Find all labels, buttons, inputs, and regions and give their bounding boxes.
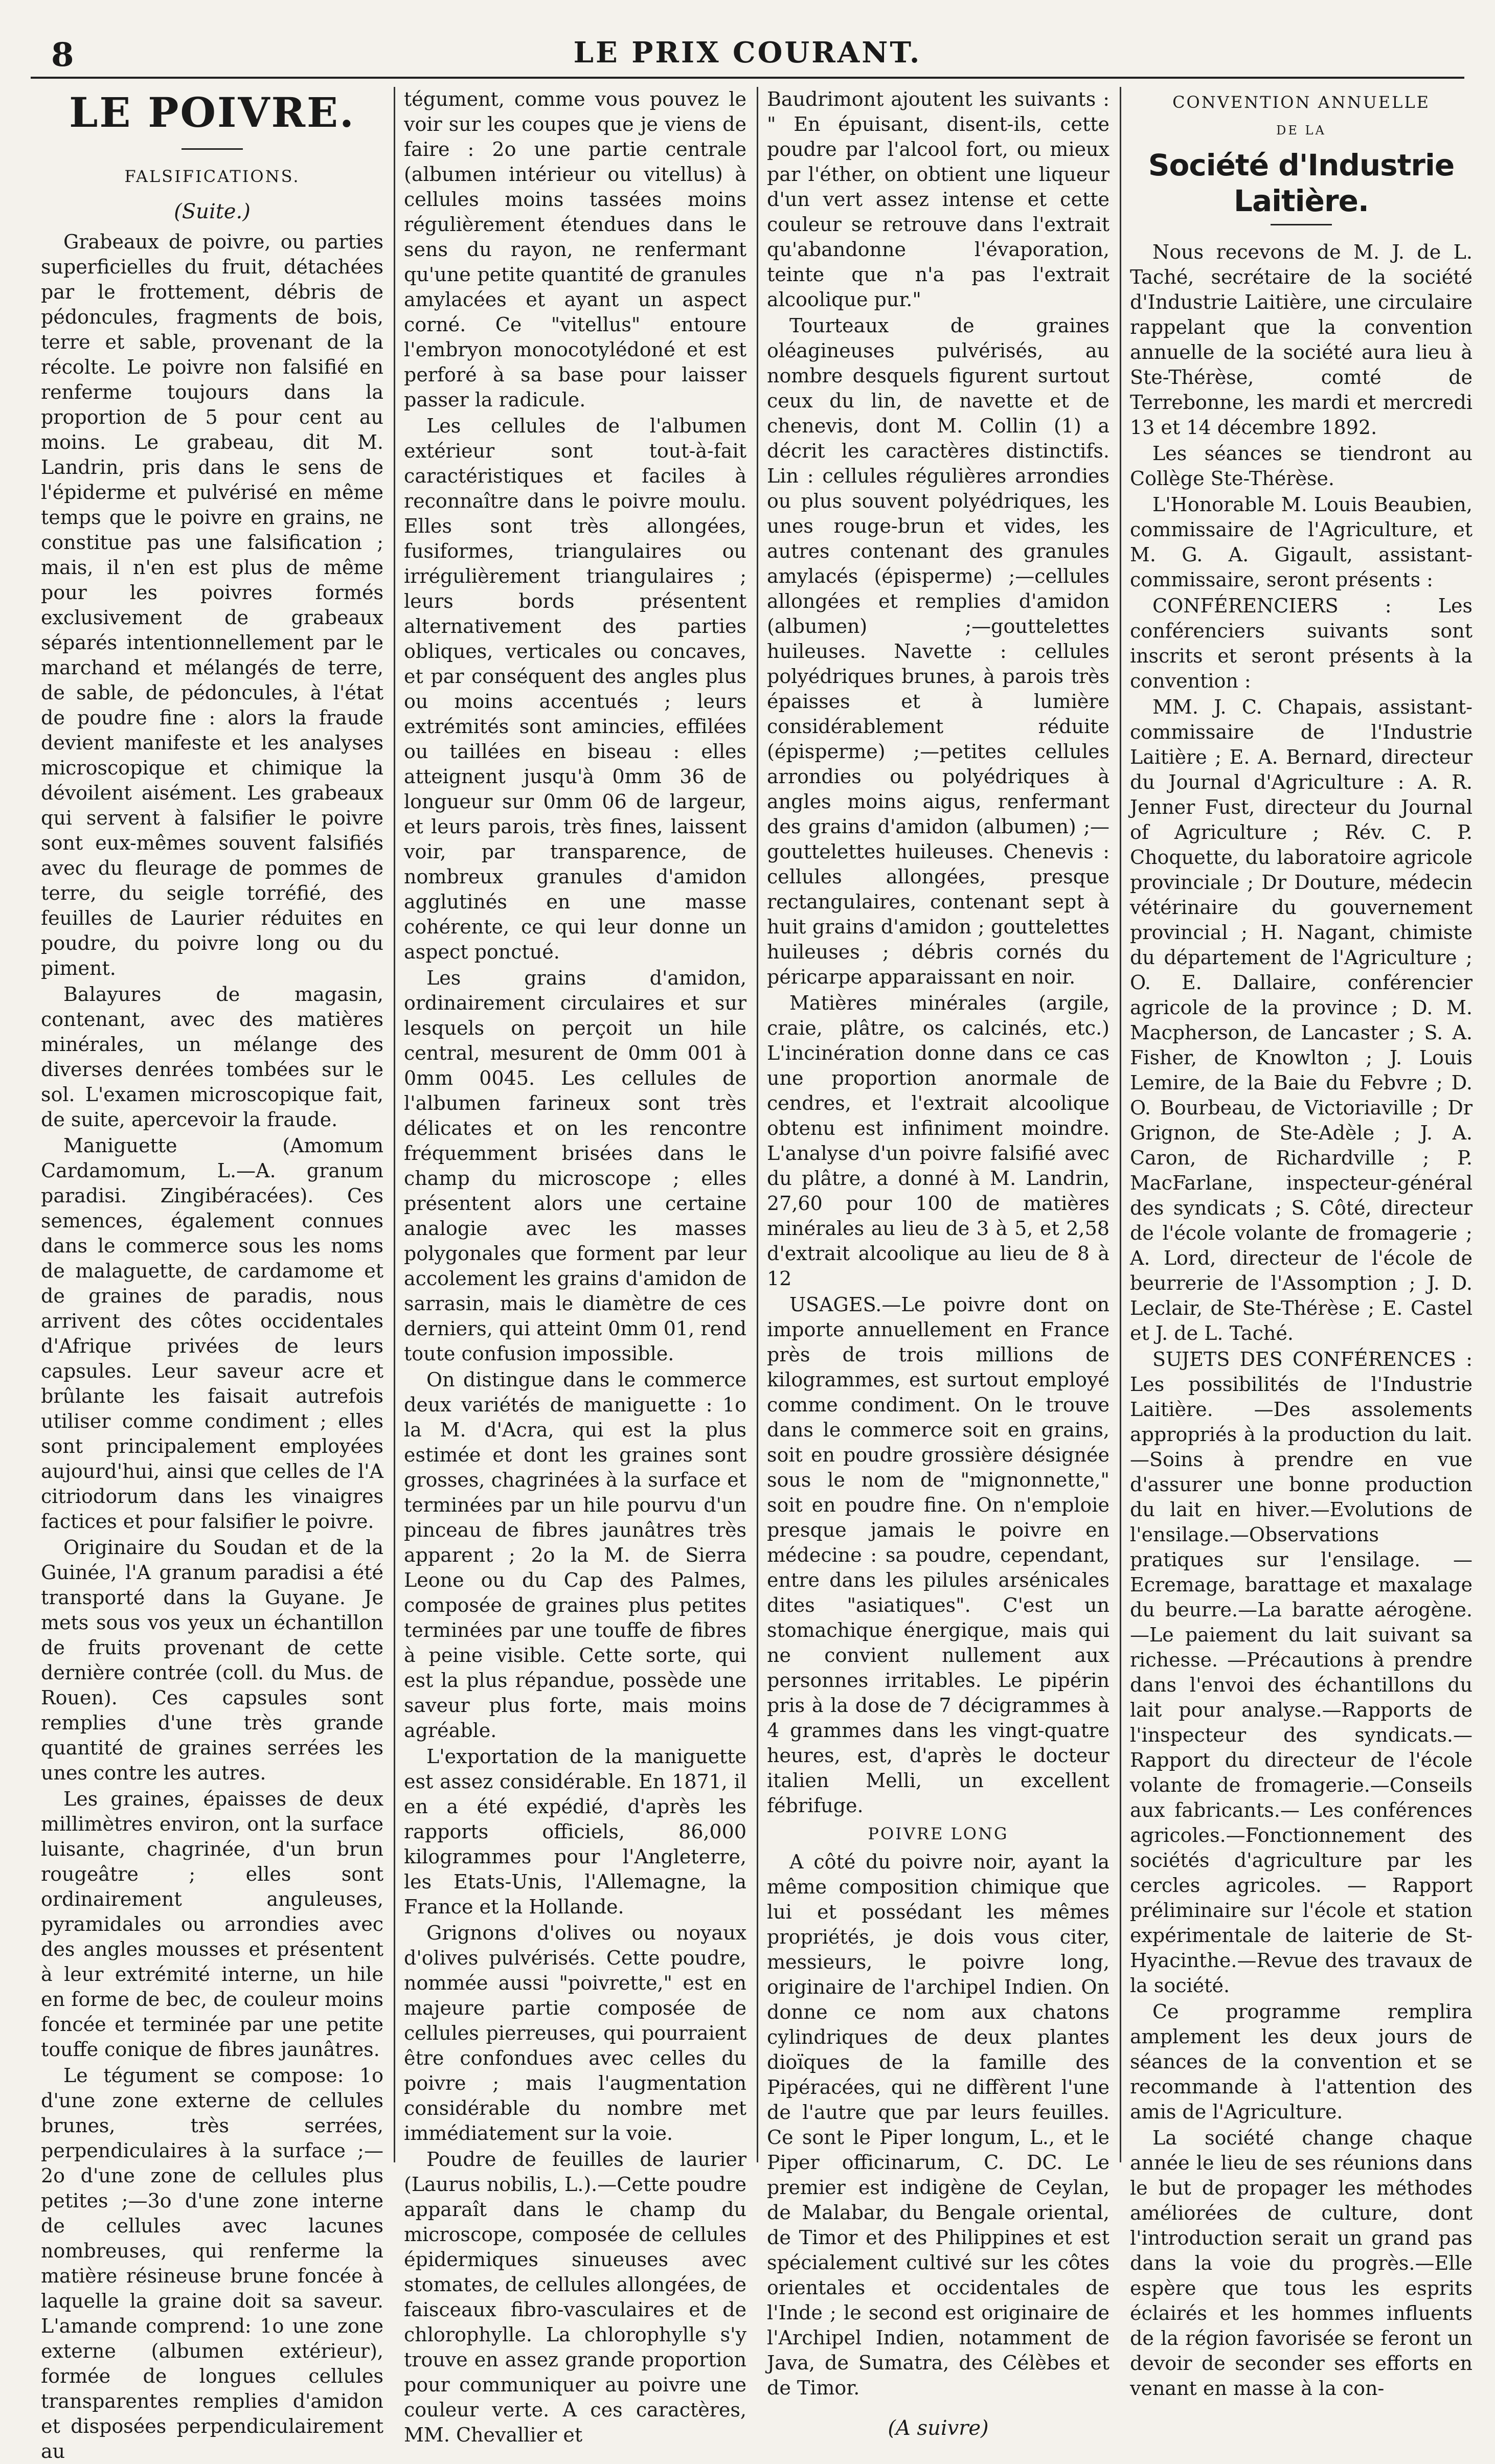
page-header	[31, 31, 1464, 72]
column-divider	[1120, 87, 1121, 2162]
column-2	[404, 87, 746, 2446]
paragraph: Grignons d'olives ou noyaux d'olives pulvérisés. Cette poudre, nommée aussi "poivrette," est en majeure partie composée de cellules pierreuses, qui pourraient être confondues avec celles du poivre ; mais l'augmentation considérable du nombre met immédiatement sur la voie.	[404, 1922, 746, 2144]
paragraph: Le tégument se compose: 1o d'une zone externe de cellules brunes, très serrées, perpendiculaires à la surface ;—2o d'une zone de cellules plus petites ;—3o d'une zone interne de cellules avec lacunes nombreuses, qui renferme la matière résineuse brune foncée à laquelle la graine doit sa saveur. L'amande comprend: 1o une zone externe (albumen extérieur), formée de longues cellules transparentes remplies d'amidon et disposées perpendiculairement au	[41, 2064, 383, 2462]
subsection-title: POIVRE LONG	[868, 1824, 1009, 1843]
title-rule	[1271, 224, 1332, 225]
article-title: LE POIVRE.	[69, 88, 355, 136]
paragraph: Baudrimont ajoutent les suivants : " En épuisant, disent-ils, cette poudre par l'alcool fort, ou mieux par l'éther, on obtient une liqueur d'un vert assez intense et cette couleur se retrouve dans l'extrait qu'abandonne l'évaporation, teinte que n'a pas l'extrait alcoolique pur."	[767, 88, 1109, 311]
continued-note: (Suite.)	[174, 200, 251, 223]
paragraph: MM. J. C. Chapais, assistant-commissaire de l'Industrie Laitière ; E. A. Bernard, directeur du Journal d'Agriculture : A. R. Jenner Fust, directeur du Journal of Agriculture ; Rév. C. P. Choquette, du laboratoire agricole provinciale ; Dr Douture, médecin vétérinaire du gouvernement provincial ; H. Nagant, chimiste du département de l'Agriculture ; O. E. Dallaire, conférencier agricole de la province ; D. M. Macpherson, de Lancaster ; S. A. Fisher, de Knowlton ; J. Louis Lemire, de la Baie du Febvre ; D. O. Bourbeau, de Victoriaville ; Dr Grignon, de Ste-Adèle ; J. A. Caron, de Richardville ; P. MacFarlane, inspecteur-général des syndicats ; S. Côté, directeur de l'école volante de fromagerie ; A. Lord, directeur de l'école de beurrerie de l'Assomption ; J. D. Leclair, de Ste-Thérèse ; E. Castel et J. de L. Taché.	[1130, 696, 1473, 1344]
paragraph: Maniguette (Amomum Cardamomum, L.—A. granum paradisi. Zingibéracées). Ces semences, également connues dans le commerce sous les noms de malaguette, de cardamome et de graines de paradis, nous arrivent des côtes occidentales d'Afrique privées de leurs capsules. Leur saveur acre et brûlante les faisait autrefois utiliser comme condiment ; elles sont principalement employées aujourd'hui, ainsi que celles de l'A citriodorum dans les vinaigres factices et pour falsifier le poivre.	[41, 1134, 383, 1533]
column-3	[767, 87, 1109, 2440]
column-divider	[757, 87, 758, 2162]
paragraph: SUJETS DES CONFÉRENCES : Les possibilités de l'Industrie Laitière. —Des assolements appropriés à la production du lait.—Soins à prendre en vue d'assurer une bonne production du lait en hiver.—Evolutions de l'ensilage.—Observations pratiques sur l'ensilage. — Ecremage, barattage et maxalage du beurre.—La baratte aérogène.—Le paiement du lait suivant sa richesse. —Précautions à prendre dans l'envoi des échantillons du lait pour analyse.—Rapports de l'inspecteur des syndicats.—Rapport du directeur de l'école volante de fromagerie.—Conseils aux fabricants.— Les conférences agricoles.—Fonctionnement des sociétés d'agriculture par les cercles agricoles. — Rapport préliminaire sur l'école et station expérimentale de laiterie de St-Hyacinthe.—Revue des travaux de la société.	[1130, 1348, 1473, 1997]
paragraph: L'Honorable M. Louis Beaubien, commissaire de l'Agriculture, et M. G. A. Gigault, assistant-commissaire, seront présents :	[1130, 493, 1473, 591]
title-rule	[182, 148, 243, 150]
paragraph: Tourteaux de graines oléagineuses pulvérisés, au nombre desquels figurent surtout ceux du lin, de navette et de chenevis, dont M. Collin (1) a décrit les caractères distinctifs. Lin : cellules régulières arrondies ou plus souvent polyédriques, les unes rouge-brun et vides, les autres contenant des granules amylacés (épisperme) ;—cellules allongées et remplies d'amidon (albumen) ;—gouttelettes huileuses. Navette : cellules polyédriques brunes, à parois très épaisses et à lumière considérablement réduite (épisperme) ;—petites cellules arrondies ou polyédriques à angles moins aigus, renfermant des grains d'amidon (albumen) ;—gouttelettes huileuses. Chenevis : cellules allongées, presque rectangulaires, contenant sept à huit grains d'amidon ; gouttelettes huileuses ; débris cornés du péricarpe apparaissant en noir.	[767, 314, 1109, 988]
paragraph: Poudre de feuilles de laurier (Laurus nobilis, L.).—Cette poudre apparaît dans le champ du microscope, composée de cellules épidermiques sinueuses avec stomates, de cellules allongées, de faisceaux fibro-vasculaires et de chlorophylle. La chlorophylle s'y trouve en assez grande proportion pour communiquer au poivre une couleur verte. A ces caractères, MM. Chevallier et	[404, 2148, 746, 2446]
column-1	[41, 87, 383, 2462]
column-divider	[394, 87, 395, 2162]
paragraph: Les grains d'amidon, ordinairement circulaires et sur lesquels on perçoit un hile central, mesurent de 0mm 001 à 0mm 0045. Les cellules de l'albumen farineux sont très délicates et on les rencontre fréquemment brisées dans le champ du microscope ; elles présentent alors une certaine analogie avec les masses polygonales que forment par leur accolement les grains d'amidon de sarrasin, mais le diamètre de ces derniers, qui atteint 0mm 01, rend toute confusion impossible.	[404, 967, 746, 1365]
paragraph: Nous recevons de M. J. de L. Taché, secrétaire de la société d'Industrie Laitière, une circulaire rappelant que la convention annuelle de la société aura lieu à Ste-Thérèse, comté de Terrebonne, les mardi et mercredi 13 et 14 décembre 1892.	[1130, 241, 1473, 439]
paragraph: Balayures de magasin, contenant, avec des matières minérales, un mélange des diverses denrées tombées sur le sol. L'examen microscopique fait, de suite, apercevoir la fraude.	[41, 983, 383, 1131]
to-be-continued: (A suivre)	[888, 2416, 989, 2440]
paragraph: La société change chaque année le lieu de ses réunions dans le but de propager les méthodes améliorées de culture, dont l'introduction serait un grand pas dans la voie du progrès.—Elle espère que tous les esprits éclairés et les hommes influents de la région favorisée se feront un devoir de seconder ses efforts en venant en masse à la con-	[1130, 2127, 1473, 2400]
de-la-label: DE LA	[1276, 123, 1326, 138]
paragraph: CONFÉRENCIERS : Les conférenciers suivants sont inscrits et seront présents à la convention :	[1130, 595, 1473, 692]
page-number: 8	[51, 36, 74, 74]
journal-title: LE PRIX COURANT.	[573, 36, 922, 70]
column-4	[1130, 87, 1473, 2400]
convention-heading: CONVENTION ANNUELLE	[1172, 93, 1430, 112]
paragraph: Originaire du Soudan et de la Guinée, l'A granum paradisi a été transporté dans la Guyane. Je mets sous vos yeux un échantillon de fruits provenant de cette dernière contrée (coll. du Mus. de Rouen). Ces capsules sont remplies d'une très grande quantité de graines serrées les unes contre les autres.	[41, 1536, 383, 1784]
paragraph: Les graines, épaisses de deux millimètres environ, ont la surface luisante, chagrinée, d'un brun rougeâtre ; elles sont ordinairement anguleuses, pyramidales ou arrondies avec des angles mousses et présentent à leur extrémité interne, un hile en forme de bec, de couleur moins foncée et terminée par une petite touffe conique de fibres jaunâtres.	[41, 1788, 383, 2061]
paragraph: Les cellules de l'albumen extérieur sont tout-à-fait caractéristiques et faciles à reconnaître dans le poivre moulu. Elles sont très allongées, fusiformes, triangulaires ou irrégulièrement triangulaires ; leurs bords présentent alternativement des parties obliques, verticales ou concaves, et par conséquent des angles plus ou moins accentués ; leurs extrémités sont amincies, effilées ou taillées en biseau : elles atteignent jusqu'à 0mm 36 de longueur sur 0mm 06 de largeur, et leurs parois, très fines, laissent voir, par transparence, de nombreux granules d'amidon agglutinés en une masse cohérente, ce qui leur donne un aspect ponctué.	[404, 415, 746, 963]
paragraph: tégument, comme vous pouvez le voir sur les coupes que je viens de faire : 2o une partie centrale (albumen intérieur ou vitellus) à cellules moins tassées moins régulièrement étendues dans le sens du rayon, ne renfermant qu'une petite quantité de granules amylacées et ayant un aspect corné. Ce "vitellus" entoure l'embryon monocotylédoné et est perforé à sa base pour laisser passer la radicule.	[404, 88, 746, 411]
paragraph: USAGES.—Le poivre dont on importe annuellement en France près de trois millions de kilogrammes, est surtout employé comme condiment. On le trouve dans le commerce soit en grains, soit en poudre grossière désignée sous le nom de "mignonnette," soit en poudre fine. On n'emploie presque jamais le poivre en médecine : sa poudre, cependant, entre dans les pilules arsénicales dites "asiatiques". C'est un stomachique énergique, mais qui ne convient nullement aux personnes irritables. Le pipérin pris à la dose de 7 décigrammes à 4 grammes dans les vingt-quatre heures, est, d'après le docteur italien Melli, un excellent fébrifuge.	[767, 1293, 1109, 1817]
header-rule	[31, 77, 1464, 79]
section-heading: FALSIFICATIONS.	[124, 167, 300, 186]
paragraph: A côté du poivre noir, ayant la même composition chimique que lui et possédant les mêmes propriétés, je dois vous citer, messieurs, le poivre long, originaire de l'archipel Indien. On donne ce nom aux chatons cylindriques de deux plantes dioïques de la famille des Pipéracées, qui ne diffèrent l'une de l'autre que par leurs feuilles. Ce sont le Piper longum, L., et le Piper officinarum, C. DC. Le premier est indigène de Ceylan, de Malabar, du Bengale oriental, de Timor et des Philippines et est spécialement cultivé sur les côtes orientales et occidentales de l'Inde ; le second est originaire de l'Archipel Indien, notamment de Java, de Sumatra, des Célèbes et de Timor.	[767, 1851, 1109, 2399]
paragraph: L'exportation de la maniguette est assez considérable. En 1871, il en a été expédié, d'après les rapports officiels, 86,000 kilogrammes pour l'Angleterre, les Etats-Unis, l'Allemagne, la France et la Hollande.	[404, 1745, 746, 1918]
paragraph: On distingue dans le commerce deux variétés de maniguette : 1o la M. d'Acra, qui est la plus estimée et dont les graines sont grosses, chagrinées à la surface et terminées par un hile pourvu d'un pinceau de fibres jaunâtres très apparent ; 2o la M. de Sierra Leone ou du Cap des Palmes, composée de graines plus petites terminées par une touffe de fibres à peine visible. Cette sorte, qui est la plus répandue, possède une saveur plus forte, mais moins agréable.	[404, 1368, 746, 1742]
paragraph: Grabeaux de poivre, ou parties superficielles du fruit, détachées par le frottement, débris de pédoncules, fragments de bois, terre et sable, provenant de la récolte. Le poivre non falsifié en renferme toujours dans la proportion de 5 pour cent au moins. Le grabeau, dit M. Landrin, pris dans le sens de l'épiderme et pulvérisé en même temps que le poivre en grains, ne constitue pas une falsification ; mais, il n'en est plus de même pour les poivres formés exclusivement de grabeaux séparés intentionnellement par le marchand et mélangés de terre, de sable, de pédoncules, à l'état de poudre fine : alors la fraude devient manifeste et les analyses microscopique et chimique la dévoilent aisément. Les grabeaux qui servent à falsifier le poivre sont eux-mêmes souvent falsifiés avec du fleurage de pommes de terre, du seigle torréfié, des feuilles de Laurier réduites en poudre, du poivre long ou du piment.	[41, 231, 383, 979]
paragraph: Ce programme remplira amplement les deux jours de séances de la convention et se recommande à l'attention des amis de l'Agriculture.	[1130, 2000, 1473, 2123]
paragraph: Matières minérales (argile, craie, plâtre, os calcinés, etc.) L'incinération donne dans ce cas une proportion anormale de cendres, et l'extrait alcoolique obtenu est infiniment moindre. L'analyse d'un poivre falsifié avec du plâtre, a donné à M. Landrin, 27,60 pour 100 de matières minérales au lieu de 3 à 5, et 2,58 d'extrait alcoolique au lieu de 8 à 12	[767, 992, 1109, 1290]
society-title: Société d'Industrie Laitière.	[1148, 148, 1455, 218]
paragraph: Les séances se tiendront au Collège Ste-Thérèse.	[1130, 442, 1473, 490]
